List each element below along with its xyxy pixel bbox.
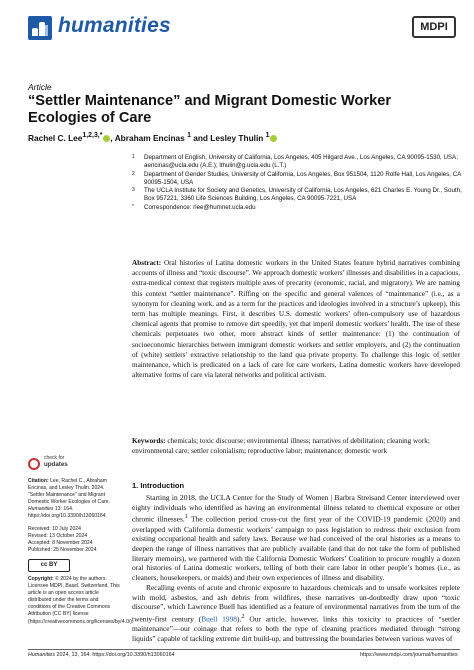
author-list bbox=[28, 132, 277, 143]
paragraph bbox=[132, 493, 460, 583]
copyright-text: © 2024 by the authors. Licensee MDPI, Basel, Switzerland. This article is an open access article distributed under the terms and conditions of the Creative Commons Attribution (CC BY) license (https://creativecommons.org/licenses/by/4.0/). bbox=[28, 575, 134, 625]
article-title: “Settler Maintenance” and Migrant Domestic Worker Ecologies of Care bbox=[28, 93, 392, 126]
citation-label: Citation: bbox=[28, 478, 49, 484]
citation-text: Lee, Rachel C., Abraham Encinas, and Lesley Thulin. 2024. “Settler Maintenance” and Migrant Domestic Worker Ecologies of Care. bbox=[28, 478, 110, 506]
keywords-text: chemicals; toxic discourse; environmental illness; narratives of debilitation; cleaning work; environmental care; settler colonialism; reproductive labor; maintenance; domestic work bbox=[132, 437, 430, 456]
affiliation-text: Department of Gender Studies, University of California, Los Angeles, Box 951504, 1120 Rolfe Hall, Los Angeles, CA 90095-1504, USA bbox=[144, 170, 462, 186]
paragraph-text: The collection period cross-cut the first year of the COVID-19 pandemic (2020) and overlapped with California domestic workers’ campaign to pass legislation to redress their exclusion from existing occupational health and safety laws. Because we had conceived of the oral histories as a means to deepen the range of illness narratives that are publicly available (and that do not take the form of published literary memoirs), we partnered with the California Domestic Workers’ Coalition to procure roughly a dozen oral histories of Latina domestic workers, telling of both their care labor in other people’s homes (i.e., as cleaners, housekeepers, or maids) and their own experiences of illness and disability. bbox=[132, 514, 460, 583]
affiliation-number: 2 bbox=[132, 170, 135, 177]
check-line: updates bbox=[44, 460, 68, 468]
check-line: check for bbox=[44, 455, 65, 461]
accepted-date: Accepted: 8 November 2024 bbox=[28, 539, 93, 546]
reference-link[interactable]: Buell 1998 bbox=[201, 614, 238, 624]
published-date: Published: 25 November 2024 bbox=[28, 546, 97, 553]
introduction-body bbox=[132, 493, 460, 644]
paragraph-text: ). bbox=[237, 614, 242, 624]
citation-block bbox=[28, 478, 122, 521]
affiliation-item bbox=[132, 187, 462, 204]
affiliation-text: The UCLA Institute for Society and Genetics, University of California, Los Angeles, 621 Charles E. Young Dr., South, Box 957221, 3360 Life Sciences Building, Los Angeles, CA 90095-7221, USA bbox=[144, 187, 462, 203]
revised-date: Revised: 13 October 2024 bbox=[28, 532, 88, 539]
author-name: , Abraham Encinas bbox=[110, 132, 185, 143]
affiliation-number: * bbox=[132, 203, 134, 210]
affiliation-item bbox=[132, 154, 462, 171]
affiliation-number: 3 bbox=[132, 187, 135, 194]
cc-by-license-icon[interactable]: cc BY bbox=[28, 559, 70, 572]
received-date: Received: 10 July 2024 bbox=[28, 525, 81, 532]
dates-block bbox=[28, 526, 122, 554]
author-name: and Lesley Thulin bbox=[190, 132, 264, 143]
affiliation-item bbox=[132, 171, 462, 188]
check-for-updates-icon[interactable] bbox=[28, 458, 40, 470]
affiliation-text: Department of English, University of California, Los Angeles, 405 Hilgard Ave., Los Angeles, CA 90095-1530, USA; aencinas@ucla.edu (A.E.); lthulin@g.ucla.edu (L.T.) bbox=[144, 154, 458, 170]
keywords-label: Keywords: bbox=[132, 437, 166, 445]
check-for-updates-label[interactable] bbox=[44, 456, 68, 468]
affiliation-number: 1 bbox=[132, 154, 135, 160]
orcid-icon[interactable] bbox=[270, 135, 277, 142]
abstract-text: Oral histories of Latina domestic workers in the United States feature hybrid narratives combining accounts of illness and “toxic discourse”. We approach domestic workers’ illnesses and disabilities in a capacious, extra-medical context that registers multiple axes of precarity (economic, racial, and migratory). We are naming this context “settler maintenance”. Riffing on the specific and general valences of “maintenance” (i.e., as a synonym for cleaning work, and as a term for the practices and ideologies involved in a structure’s upkeep), this term has multiple meanings. First, it describes U.S. domestic workers’ often-compulsory use of hazardous chemical agents that promise to remove dirt speedily, yet that imperil domestic workers’ health. The use of these chemicals perpetuates two other, more abstract kinds of settler maintenance: (1) the continuation of socioeconomic hierarchies between immigrant domestic workers and settler employers, and (2) the continuation of (white) settlers’ extractive relationship to the land qua private property. To challenge this logic of settler maintenance, which is predicated on a lack of care for care workers, Latina domestic workers have developed alternative forms of care via lateral networks and political activism. bbox=[132, 259, 460, 380]
footnote-marker[interactable]: 1 bbox=[184, 513, 188, 521]
affiliation-item bbox=[132, 204, 462, 212]
paragraph-text: Our article, however, links this toxicity to practices of “settler maintenance”—our coinage that refers to both the type of cleaning practices mediated through “strong liquids” capable of tackling extreme dirt build-up, and buttressing the boundaries between various waves of bbox=[132, 614, 460, 643]
copyright-block bbox=[28, 575, 134, 626]
journal-name[interactable]: humanities bbox=[58, 14, 171, 37]
citation-journal: Humanities bbox=[28, 506, 54, 513]
paragraph bbox=[132, 583, 460, 644]
article-sidebar bbox=[28, 478, 134, 631]
author-affil-sup: 1,2,3,* bbox=[82, 132, 103, 139]
paragraph-text: Starting in 2018, the UCLA Center for the Study of Women | Barbra Streisand Center interviewed over eighty individuals who identified as having an environmental illness related to chemical exposure or other chronic illnesses. bbox=[132, 493, 460, 524]
keywords bbox=[132, 436, 460, 456]
footer-doi[interactable]: 2024, 13, 164. https://doi.org/10.3390/h13060164 bbox=[56, 652, 175, 658]
footer-url[interactable]: https://www.mdpi.com/journal/humanities bbox=[360, 652, 458, 658]
footer-journal: Humanities bbox=[28, 652, 55, 658]
section-heading: 1. Introduction bbox=[132, 481, 185, 490]
affiliations bbox=[132, 154, 462, 212]
paragraph-text: Recalling events of acute and chronic exposure to hazardous chemicals and to unsafe worksites replete with mold, asbestos, and ash debris from wildfires, these narratives un-doubtedly draw upon “toxic discourse”, which Lawrence Buell has identified as a feature of environmental narratives from the turn of the twenty-first century ( bbox=[132, 582, 460, 624]
publisher-logo[interactable]: MDPI bbox=[412, 16, 456, 38]
author-affil-sup: 1 bbox=[265, 132, 270, 139]
footer-citation bbox=[28, 652, 175, 658]
author-name: Rachel C. Lee bbox=[28, 132, 83, 143]
article-type: Article bbox=[28, 82, 52, 92]
footer-divider bbox=[28, 649, 460, 650]
correspondence-text[interactable]: Correspondence: rlee@humnet.ucla.edu bbox=[144, 203, 256, 211]
journal-logo-icon bbox=[28, 16, 52, 40]
footnote-marker[interactable]: 2 bbox=[241, 612, 245, 620]
citation-doi-link[interactable]: 13: 164. https://doi.org/10.3390/h13060164 bbox=[28, 506, 106, 520]
abstract bbox=[132, 258, 460, 380]
copyright-label: Copyright: bbox=[28, 575, 54, 582]
author-affil-sup: 1 bbox=[187, 132, 191, 139]
abstract-label: Abstract: bbox=[132, 259, 162, 267]
